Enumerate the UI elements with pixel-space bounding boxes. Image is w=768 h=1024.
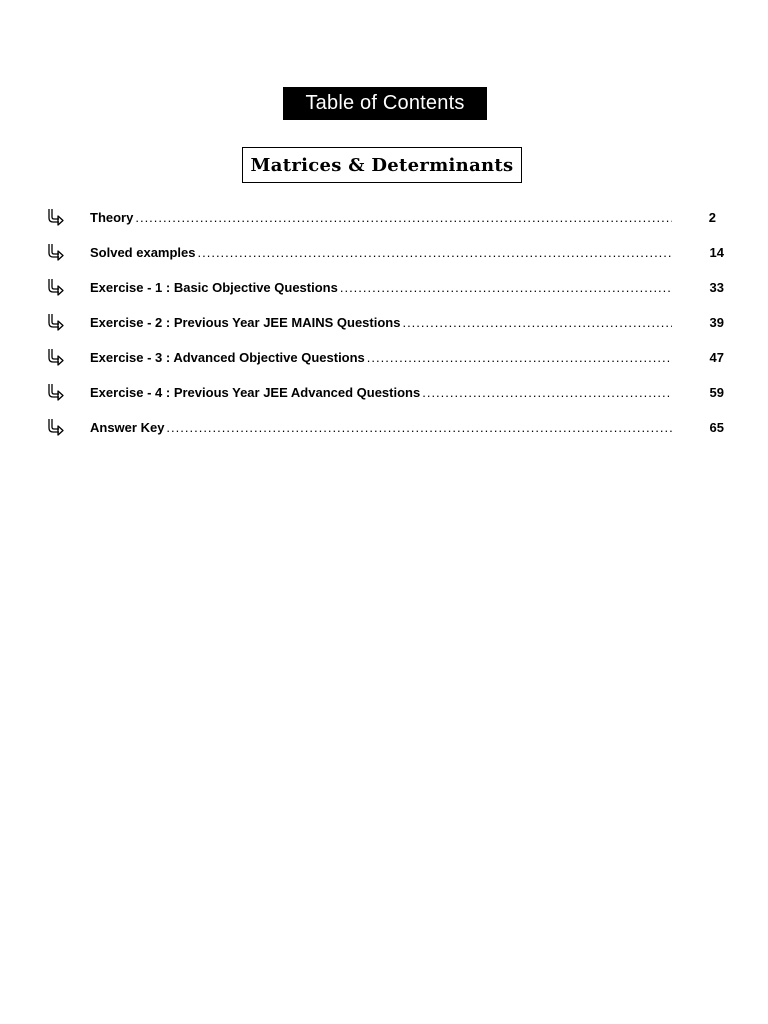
curved-arrow-icon (44, 346, 66, 368)
toc-entry-label: Exercise - 1 : Basic Objective Questions (90, 280, 338, 295)
dot-leader (135, 210, 672, 225)
curved-arrow-icon (44, 416, 66, 438)
toc-entry-page: 39 (709, 315, 724, 330)
toc-entry-exercise-4[interactable] (44, 378, 724, 413)
toc-entry-theory[interactable] (44, 203, 724, 238)
toc-entry-label: Exercise - 4 : Previous Year JEE Advanced Questions (90, 385, 421, 400)
toc-entry-page: 47 (709, 350, 724, 365)
dot-leader (340, 280, 672, 295)
toc-entry-page: 14 (709, 245, 724, 260)
curved-arrow-icon (44, 381, 66, 403)
toc-entry-page: 2 (708, 210, 716, 225)
dot-leader (402, 315, 672, 330)
curved-arrow-icon (44, 311, 66, 333)
dot-leader (422, 385, 672, 400)
toc-entry-answer-key[interactable] (44, 413, 724, 448)
dot-leader (198, 245, 673, 260)
dot-leader (367, 350, 672, 365)
toc-entry-label: Answer Key (90, 420, 165, 435)
banner-title: Table of Contents (305, 92, 465, 114)
curved-arrow-icon (44, 276, 66, 298)
toc-entry-exercise-2[interactable] (44, 308, 724, 343)
toc-entry-page: 59 (709, 385, 724, 400)
toc-entry-exercise-1[interactable] (44, 273, 724, 308)
dot-leader (166, 420, 672, 435)
toc-list (44, 203, 724, 448)
toc-banner (283, 87, 487, 120)
toc-entry-exercise-3[interactable] (44, 343, 724, 378)
curved-arrow-icon (44, 206, 66, 228)
toc-entry-label: Exercise - 3 : Advanced Objective Questions (90, 350, 365, 365)
toc-entry-page: 33 (709, 280, 724, 295)
toc-entry-label: Exercise - 2 : Previous Year JEE MAINS Questions (90, 315, 401, 330)
toc-entry-label: Solved examples (90, 245, 196, 260)
toc-entry-page: 65 (709, 420, 724, 435)
toc-entry-label: Theory (90, 210, 134, 225)
toc-entry-solved-examples[interactable] (44, 238, 724, 273)
chapter-title: Matrices & Determinants (250, 154, 514, 176)
chapter-title-box (242, 147, 522, 183)
curved-arrow-icon (44, 241, 66, 263)
